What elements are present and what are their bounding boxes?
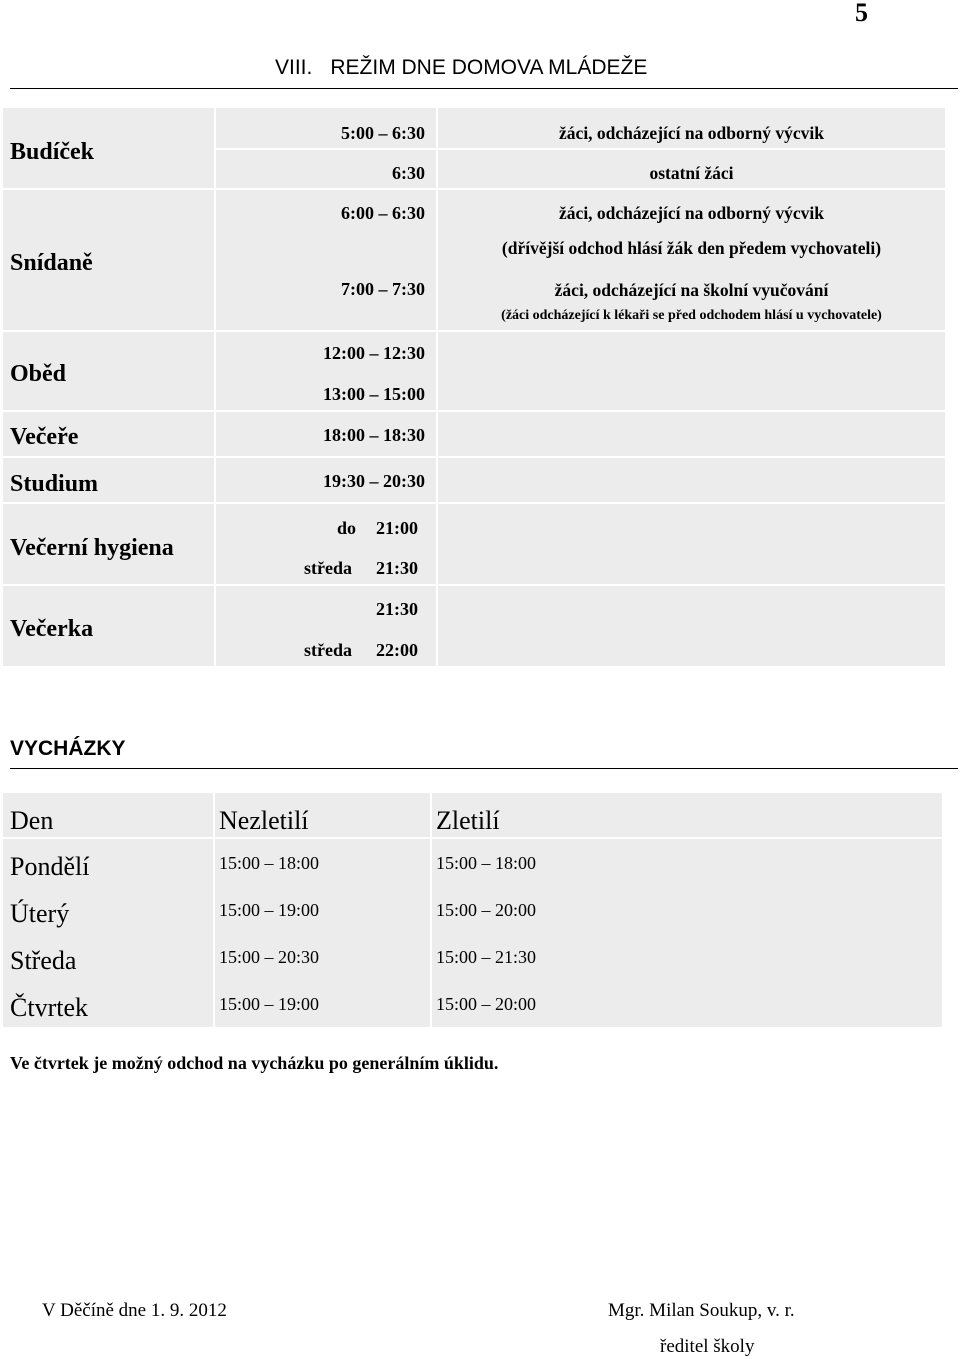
schedule-cell: [438, 332, 945, 410]
walks-row-day: Středa: [10, 946, 77, 975]
walks-row-adult: 15:00 – 20:00: [436, 994, 537, 1014]
budicek-time: 6:30: [392, 163, 425, 183]
walks-row-day: Pondělí: [10, 852, 90, 881]
budicek-note: ostatní žáci: [649, 163, 734, 183]
walks-header-minor: Nezletilí: [219, 806, 309, 835]
title-text: REŽIM DNE DOMOVA MLÁDEŽE: [330, 56, 648, 79]
hygiena-day: do: [337, 518, 357, 538]
budicek-note: žáci, odcházející na odborný výcvik: [559, 123, 824, 143]
title-number: VIII.: [275, 56, 313, 79]
walks-rule: [10, 768, 958, 769]
budicek-label: Budíček: [10, 139, 95, 165]
walks-row-day: Úterý: [10, 899, 70, 928]
obed-time: 13:00 – 15:00: [323, 384, 425, 404]
obed-time: 12:00 – 12:30: [323, 343, 425, 363]
walks-row-adult: 15:00 – 20:00: [436, 900, 537, 920]
obed-label: Oběd: [10, 361, 67, 387]
snidane-note: žáci, odcházející na odborný výcvik: [559, 203, 824, 223]
schedule-cell: [438, 586, 945, 666]
walks-header-day: Den: [10, 806, 54, 835]
walks-row-minor: 15:00 – 19:00: [219, 900, 320, 920]
walks-row-adult: 15:00 – 21:30: [436, 947, 537, 967]
snidane-note: (žáci odcházející k lékaři se před odchodem hlásí u vychovatele): [501, 308, 882, 323]
hygiena-label: Večerní hygiena: [10, 535, 174, 561]
vecerka-label: Večerka: [10, 616, 94, 642]
page-number: 5: [855, 0, 868, 27]
snidane-time: 6:00 – 6:30: [341, 203, 425, 223]
walks-header-adult: Zletilí: [436, 806, 500, 835]
studium-time: 19:30 – 20:30: [323, 471, 425, 491]
walks-header-cell: [432, 793, 942, 837]
snidane-time: 7:00 – 7:30: [341, 279, 425, 299]
walks-note: Ve čtvrtek je možný odchod na vycházku po generálním úklidu.: [10, 1053, 499, 1073]
signature-role: ředitel školy: [660, 1336, 755, 1357]
vecerka-time: 22:00: [376, 640, 418, 660]
snidane-note: žáci, odcházející na školní vyučování: [554, 280, 829, 300]
snidane-note: (dřívější odchod hlásí žák den předem vychovateli): [501, 238, 882, 258]
studium-label: Studium: [10, 471, 99, 497]
schedule-cell: [438, 458, 945, 502]
vecerka-day: středa: [304, 640, 352, 660]
walks-row-adult: 15:00 – 18:00: [436, 853, 537, 873]
hygiena-day: středa: [304, 558, 352, 578]
vecerka-time: 21:30: [376, 599, 418, 619]
walks-row-minor: 15:00 – 19:00: [219, 994, 320, 1014]
walks-title: VYCHÁZKY: [10, 737, 126, 760]
hygiena-time: 21:00: [376, 518, 418, 538]
walks-row-minor: 15:00 – 20:30: [219, 947, 320, 967]
walks-row-minor: 15:00 – 18:00: [219, 853, 320, 873]
snidane-label: Snídaně: [10, 250, 93, 276]
budicek-time: 5:00 – 6:30: [341, 123, 425, 143]
page-title: [275, 56, 647, 80]
place-date: V Děčíně dne 1. 9. 2012: [42, 1300, 227, 1321]
vecere-time: 18:00 – 18:30: [323, 425, 425, 445]
schedule-cell: [438, 504, 945, 584]
walks-row-day: Čtvrtek: [10, 993, 88, 1022]
vecere-label: Večeře: [10, 424, 79, 450]
header-rule: [10, 88, 958, 89]
schedule-cell: [438, 412, 945, 456]
signature-name: Mgr. Milan Soukup, v. r.: [608, 1300, 795, 1321]
hygiena-time: 21:30: [376, 558, 418, 578]
